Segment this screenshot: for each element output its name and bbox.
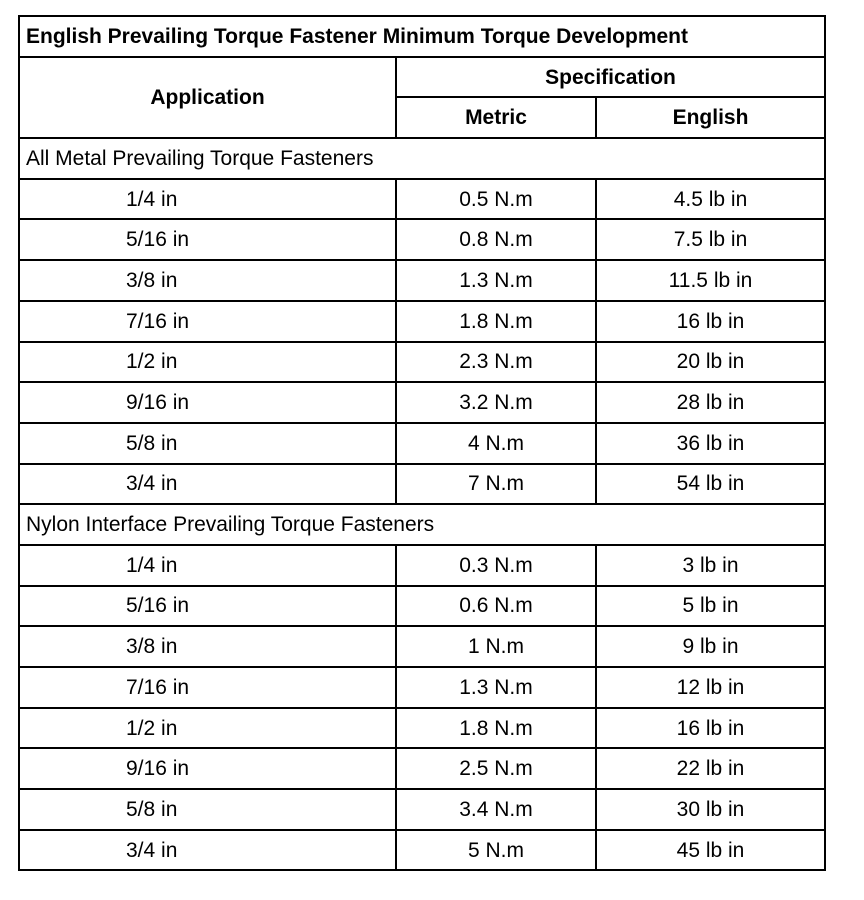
metric-cell: 0.5 N.m <box>396 179 596 220</box>
table-title-row <box>19 16 825 57</box>
table-body <box>19 138 825 870</box>
english-cell: 36 lb in <box>596 423 825 464</box>
metric-cell: 3.2 N.m <box>396 382 596 423</box>
section-row <box>19 504 825 545</box>
english-cell: 16 lb in <box>596 301 825 342</box>
metric-cell: 5 N.m <box>396 830 596 871</box>
english-cell: 30 lb in <box>596 789 825 830</box>
metric-cell: 1.3 N.m <box>396 667 596 708</box>
application-cell: 7/16 in <box>19 667 396 708</box>
table-row <box>19 830 825 871</box>
english-cell: 20 lb in <box>596 342 825 383</box>
torque-spec-table <box>18 15 826 871</box>
table-row <box>19 219 825 260</box>
column-header-metric: Metric <box>396 97 596 138</box>
application-cell: 3/4 in <box>19 830 396 871</box>
application-cell: 3/8 in <box>19 260 396 301</box>
table-row <box>19 586 825 627</box>
metric-cell: 1.8 N.m <box>396 301 596 342</box>
english-cell: 16 lb in <box>596 708 825 749</box>
english-cell: 3 lb in <box>596 545 825 586</box>
english-cell: 9 lb in <box>596 626 825 667</box>
english-cell: 54 lb in <box>596 464 825 505</box>
english-cell: 11.5 lb in <box>596 260 825 301</box>
table-row <box>19 179 825 220</box>
metric-cell: 1.8 N.m <box>396 708 596 749</box>
table-row <box>19 464 825 505</box>
metric-cell: 0.3 N.m <box>396 545 596 586</box>
english-cell: 12 lb in <box>596 667 825 708</box>
table-row <box>19 789 825 830</box>
table-row <box>19 382 825 423</box>
application-cell: 5/16 in <box>19 219 396 260</box>
table-row <box>19 708 825 749</box>
metric-cell: 4 N.m <box>396 423 596 464</box>
table-row <box>19 423 825 464</box>
table-row <box>19 301 825 342</box>
table-row <box>19 748 825 789</box>
metric-cell: 2.5 N.m <box>396 748 596 789</box>
table-row <box>19 667 825 708</box>
metric-cell: 3.4 N.m <box>396 789 596 830</box>
application-cell: 3/4 in <box>19 464 396 505</box>
application-cell: 9/16 in <box>19 748 396 789</box>
application-cell: 3/8 in <box>19 626 396 667</box>
column-header-application: Application <box>19 57 396 138</box>
table-row <box>19 626 825 667</box>
english-cell: 22 lb in <box>596 748 825 789</box>
header-row-1 <box>19 57 825 98</box>
application-cell: 5/8 in <box>19 423 396 464</box>
metric-cell: 1.3 N.m <box>396 260 596 301</box>
column-header-specification: Specification <box>396 57 825 98</box>
section-heading: All Metal Prevailing Torque Fasteners <box>19 138 825 179</box>
section-heading: Nylon Interface Prevailing Torque Fasteners <box>19 504 825 545</box>
application-cell: 5/16 in <box>19 586 396 627</box>
section-row <box>19 138 825 179</box>
application-cell: 5/8 in <box>19 789 396 830</box>
application-cell: 1/4 in <box>19 545 396 586</box>
english-cell: 7.5 lb in <box>596 219 825 260</box>
table-row <box>19 342 825 383</box>
english-cell: 28 lb in <box>596 382 825 423</box>
application-cell: 9/16 in <box>19 382 396 423</box>
application-cell: 7/16 in <box>19 301 396 342</box>
table-title: English Prevailing Torque Fastener Minimum Torque Development <box>19 16 825 57</box>
metric-cell: 1 N.m <box>396 626 596 667</box>
english-cell: 4.5 lb in <box>596 179 825 220</box>
english-cell: 45 lb in <box>596 830 825 871</box>
metric-cell: 0.6 N.m <box>396 586 596 627</box>
english-cell: 5 lb in <box>596 586 825 627</box>
application-cell: 1/2 in <box>19 708 396 749</box>
column-header-english: English <box>596 97 825 138</box>
metric-cell: 0.8 N.m <box>396 219 596 260</box>
metric-cell: 2.3 N.m <box>396 342 596 383</box>
table-row <box>19 545 825 586</box>
application-cell: 1/4 in <box>19 179 396 220</box>
metric-cell: 7 N.m <box>396 464 596 505</box>
application-cell: 1/2 in <box>19 342 396 383</box>
table-row <box>19 260 825 301</box>
